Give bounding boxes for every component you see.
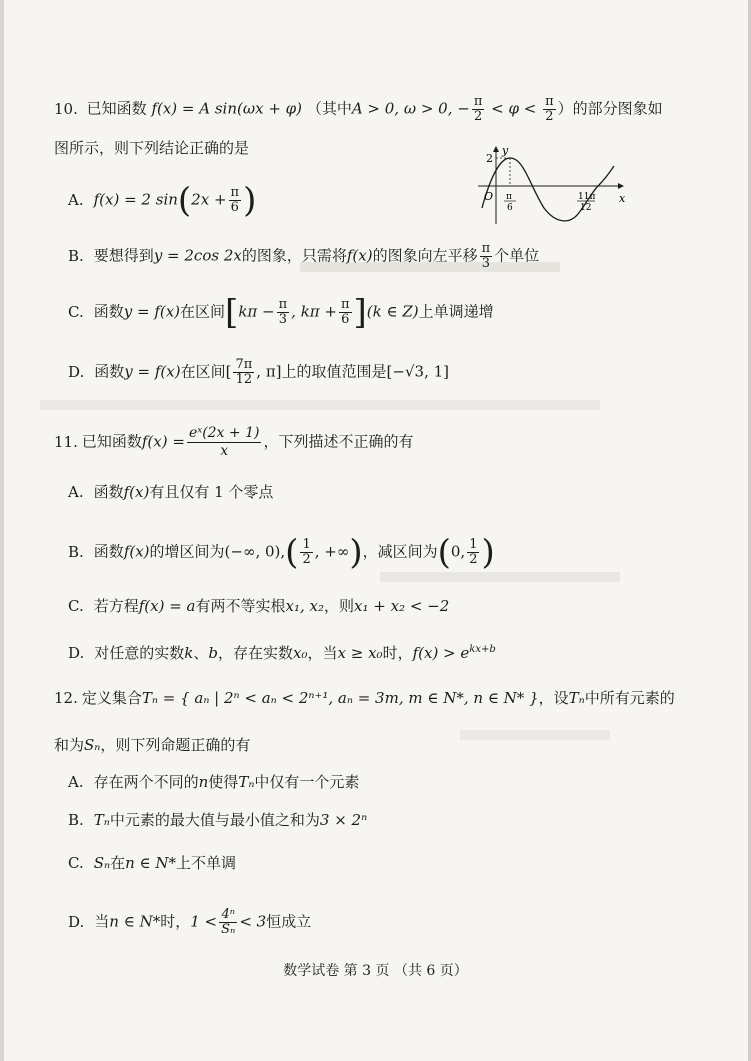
q12-option-a-text4: Tₙ [238, 773, 255, 791]
q11-option-b-text3: 的增区间为 [149, 542, 225, 561]
q11-stem-a: 已知函数 [81, 432, 142, 451]
bleed-through-mark [380, 572, 620, 582]
q10-option-b-text5: 的图象向左平移 [372, 246, 478, 265]
q11-option-c-text5: ，则 [324, 597, 355, 615]
q10-option-a-fraction: $\frac{\pi}{6}$ [230, 185, 240, 215]
q12-tn: Tₙ [568, 689, 585, 707]
q11-stem-b: ，下列描述不正确的有 [263, 432, 414, 451]
q12-option-d-fraction: $\frac{\text{4ⁿ}}{\text{Sₙ}}$ [221, 907, 236, 937]
q11-option-d-text4: b [208, 644, 218, 662]
q11-func-lhs: f(x) = [141, 432, 185, 451]
q10-fraction-pi-2b: $\frac{\pi}{2}$ [545, 94, 554, 124]
paren-open: ( [177, 180, 192, 221]
q12-option-b-text2: 中元素的最大值与最小值之和为 [109, 811, 320, 829]
q10-option-c-text7: 上单调递增 [418, 302, 494, 321]
q12-stem-e: ，则下列命题正确的有 [100, 736, 251, 754]
q11-option-a-label: A. [68, 483, 84, 501]
graph-tick-pi: π [506, 192, 512, 202]
paren-close: ) [243, 180, 257, 221]
q11-option-b-text6: ，减区间为 [362, 542, 438, 561]
q10-option-c-text2: y = f(x) [123, 302, 181, 321]
q10-option-b-text4: f(x) [346, 246, 373, 265]
q11-number: 11. [54, 432, 78, 451]
q11-option-c-text4: x₁, x₂ [285, 597, 324, 615]
page-footer: 数学试卷 第 3 页 （共 6 页） [283, 963, 468, 979]
q11-option-d-text8: x ≥ x₀ [337, 644, 383, 662]
q10-option-b-text3: 的图象，只需将 [241, 246, 347, 265]
q11-option-b-text1: 函数 [93, 542, 124, 561]
q10-option-c-text4: kπ − [238, 302, 275, 321]
q10-cond-c: ）的部分图象如 [557, 99, 663, 118]
q11-option-b-label: B. [68, 542, 84, 561]
graph-x-label: x [619, 192, 626, 205]
q11-option-c-text1: 若方程 [93, 597, 139, 615]
q10-cond-a: （其中 [306, 99, 352, 118]
graph-tick-11pi: 11π [578, 192, 596, 202]
q10-cond-lt: < φ < [486, 99, 542, 118]
q11-option-b-text2: f(x) [123, 542, 150, 561]
q11-option-b-fraction2: $\frac{1}{2}$ [469, 537, 478, 567]
q11-option-d-exponent: kx+b [469, 644, 496, 655]
q12-option-d-text3: 时， [160, 912, 191, 931]
q11-option-c-text3: 有两不等实根 [195, 597, 286, 615]
q10-option-d [68, 358, 449, 387]
q10-option-c-text1: 函数 [93, 302, 124, 321]
q12-option-d-text5: < 3 [239, 912, 267, 931]
q12-option-c-label: C. [68, 854, 84, 872]
q12-stem-line1 [54, 688, 675, 708]
q12-option-a-label: A. [68, 773, 84, 791]
paren-close: ] [353, 292, 367, 333]
q11-option-c [68, 596, 449, 616]
q10-function: f(x) = A sin(ωx + φ) [151, 99, 303, 118]
paren-close: ) [349, 532, 363, 573]
q12-option-c-text2: 在 [110, 854, 126, 872]
q12-option-b-text3: 3 × 2ⁿ [319, 811, 368, 829]
q12-option-a [68, 772, 359, 792]
q10-option-d-fraction: $\frac{7\pi}{12}$ [235, 357, 253, 387]
q11-option-a [68, 482, 273, 502]
q11-option-b-fraction1: $\frac{1}{2}$ [302, 537, 311, 567]
q10-number: 10. [54, 99, 78, 118]
q11-option-d-text1: 对任意的实数 [94, 644, 185, 662]
q12-option-d-text6: 恒成立 [266, 912, 312, 931]
q12-option-b [68, 810, 367, 830]
q12-option-b-text1: Tₙ [93, 811, 110, 829]
q10-option-b-text6: 个单位 [494, 246, 540, 265]
paren-open: ( [437, 532, 451, 573]
q10-option-d-text7: [−√3, 1] [386, 362, 450, 381]
q12-option-d-label: D. [68, 912, 85, 931]
q12-stem-line2 [54, 735, 250, 755]
paren-close: ) [481, 532, 495, 573]
q10-option-d-label: D. [68, 362, 85, 381]
q11-option-d-text2: k [184, 644, 194, 662]
q11-stem [54, 425, 413, 460]
q12-sn: Sₙ [84, 736, 101, 754]
q10-stem-line2 [54, 138, 249, 158]
q11-option-d-text3: 、 [193, 644, 209, 662]
q10-option-c-label: C. [68, 302, 84, 321]
q10-option-d-text3: 在区间 [180, 362, 226, 381]
graph-origin-label: O [484, 190, 494, 203]
graph-y-label: y [502, 144, 509, 157]
q12-option-d-text2: n ∈ N* [109, 912, 161, 931]
graph-max-label: 2 [486, 152, 493, 165]
q12-option-b-label: B. [68, 811, 84, 829]
q10-option-c-text5: , kπ + [291, 302, 337, 321]
q10-option-a-text: f(x) = 2 sin [93, 190, 178, 209]
q11-option-d [68, 640, 496, 663]
q11-option-d-label: D. [68, 644, 85, 662]
graph-tick-twelve: 12 [580, 203, 592, 213]
q10-option-b-text2: y = 2cos 2x [153, 246, 242, 265]
q11-option-b-text5: , +∞ [314, 542, 350, 561]
q12-option-c-text1: Sₙ [93, 854, 111, 872]
q11-option-a-text3: 有且仅有 1 个零点 [149, 483, 274, 501]
graph-y-arrow [493, 146, 499, 152]
q10-option-b-text1: 要想得到 [93, 246, 154, 265]
q10-option-c-text6: (k ∈ Z) [366, 302, 419, 321]
q11-option-a-text1: 函数 [93, 483, 124, 501]
graph-tick-six: 6 [507, 203, 513, 213]
q12-stem-c: 中所有元素的 [584, 689, 675, 707]
q10-option-c-fraction1: $\frac{\pi}{3}$ [278, 297, 288, 327]
bleed-through-mark [40, 400, 600, 410]
bleed-through-mark [460, 730, 610, 740]
q10-stem-a: 已知函数 [86, 99, 147, 118]
q12-option-c-text4: 上不单调 [176, 854, 237, 872]
q10-option-a-inner: 2x + [191, 190, 227, 209]
q10-option-c-text3: 在区间 [180, 302, 226, 321]
q11-option-b-text7: 0, [450, 542, 466, 561]
q11-option-d-text7: ，当 [307, 644, 338, 662]
q12-option-c [68, 853, 236, 873]
paren-open: ( [285, 532, 299, 573]
q12-stem-d: 和为 [54, 736, 85, 754]
q11-option-c-text2: f(x) = a [138, 597, 196, 615]
q12-number: 12. [54, 689, 78, 707]
page-edge-left [0, 0, 4, 1061]
q12-option-a-text5: 中仅有一个元素 [254, 773, 360, 791]
q12-option-a-text1: 存在两个不同的 [93, 773, 199, 791]
q10-option-d-text1: 函数 [94, 362, 125, 381]
q12-stem-b: ，设 [538, 689, 569, 707]
q12-option-c-text3: n ∈ N* [125, 854, 177, 872]
q10-option-b [68, 242, 539, 271]
q11-option-c-text6: x₁ + x₂ < −2 [354, 597, 450, 615]
q11-option-a-text2: f(x) [123, 483, 150, 501]
q12-option-d-text4: 1 < [190, 912, 218, 931]
paren-open: [ [225, 292, 239, 333]
q10-option-b-fraction: $\frac{\pi}{3}$ [481, 241, 491, 271]
q10-fraction-pi-2: $\frac{\pi}{2}$ [473, 94, 483, 124]
q10-option-c [68, 292, 494, 333]
q11-option-b-text4: (−∞, 0), [224, 542, 286, 561]
graph-curve [482, 158, 614, 221]
q12-stem-a: 定义集合 [81, 689, 142, 707]
q12-option-d-text1: 当 [94, 912, 110, 931]
q10-option-b-label: B. [68, 246, 84, 265]
q10-option-d-text4: [ [225, 362, 232, 381]
q11-option-b [68, 532, 495, 573]
q11-option-d-text10: f(x) > e [412, 644, 470, 662]
q11-option-c-label: C. [68, 597, 84, 615]
q10-option-d-text5: , π] [256, 362, 282, 381]
q11-option-d-text9: 时， [382, 644, 413, 662]
q10-option-d-text2: y = f(x) [124, 362, 181, 381]
q10-sine-graph [474, 146, 624, 226]
q12-option-a-text2: n [198, 773, 209, 791]
q10-cond-b: A > 0, ω > 0, − [351, 99, 470, 118]
q12-option-d [68, 908, 311, 937]
q12-option-a-text3: 使得 [208, 773, 239, 791]
q11-option-d-text5: ，存在实数 [218, 644, 294, 662]
q10-stem-b: 图所示，则下列结论正确的是 [54, 139, 250, 157]
q10-option-c-fraction2: $\frac{\pi}{6}$ [340, 297, 350, 327]
graph-x-arrow [618, 183, 624, 189]
q10-option-a [68, 180, 257, 221]
q10-option-d-text6: 上的取值范围是 [281, 362, 387, 381]
q10-option-a-label: A. [68, 190, 84, 209]
q11-option-d-text6: x₀ [293, 644, 308, 662]
q10-stem-line1 [54, 95, 663, 124]
q11-function-fraction: $\frac{\text{eˣ(2x + 1)}}{x}$ [188, 425, 260, 459]
q12-set-definition: Tₙ = { aₙ | 2ⁿ < aₙ < 2ⁿ⁺¹, aₙ = 3m, m ∈ N*, n ∈ N* } [141, 689, 539, 707]
